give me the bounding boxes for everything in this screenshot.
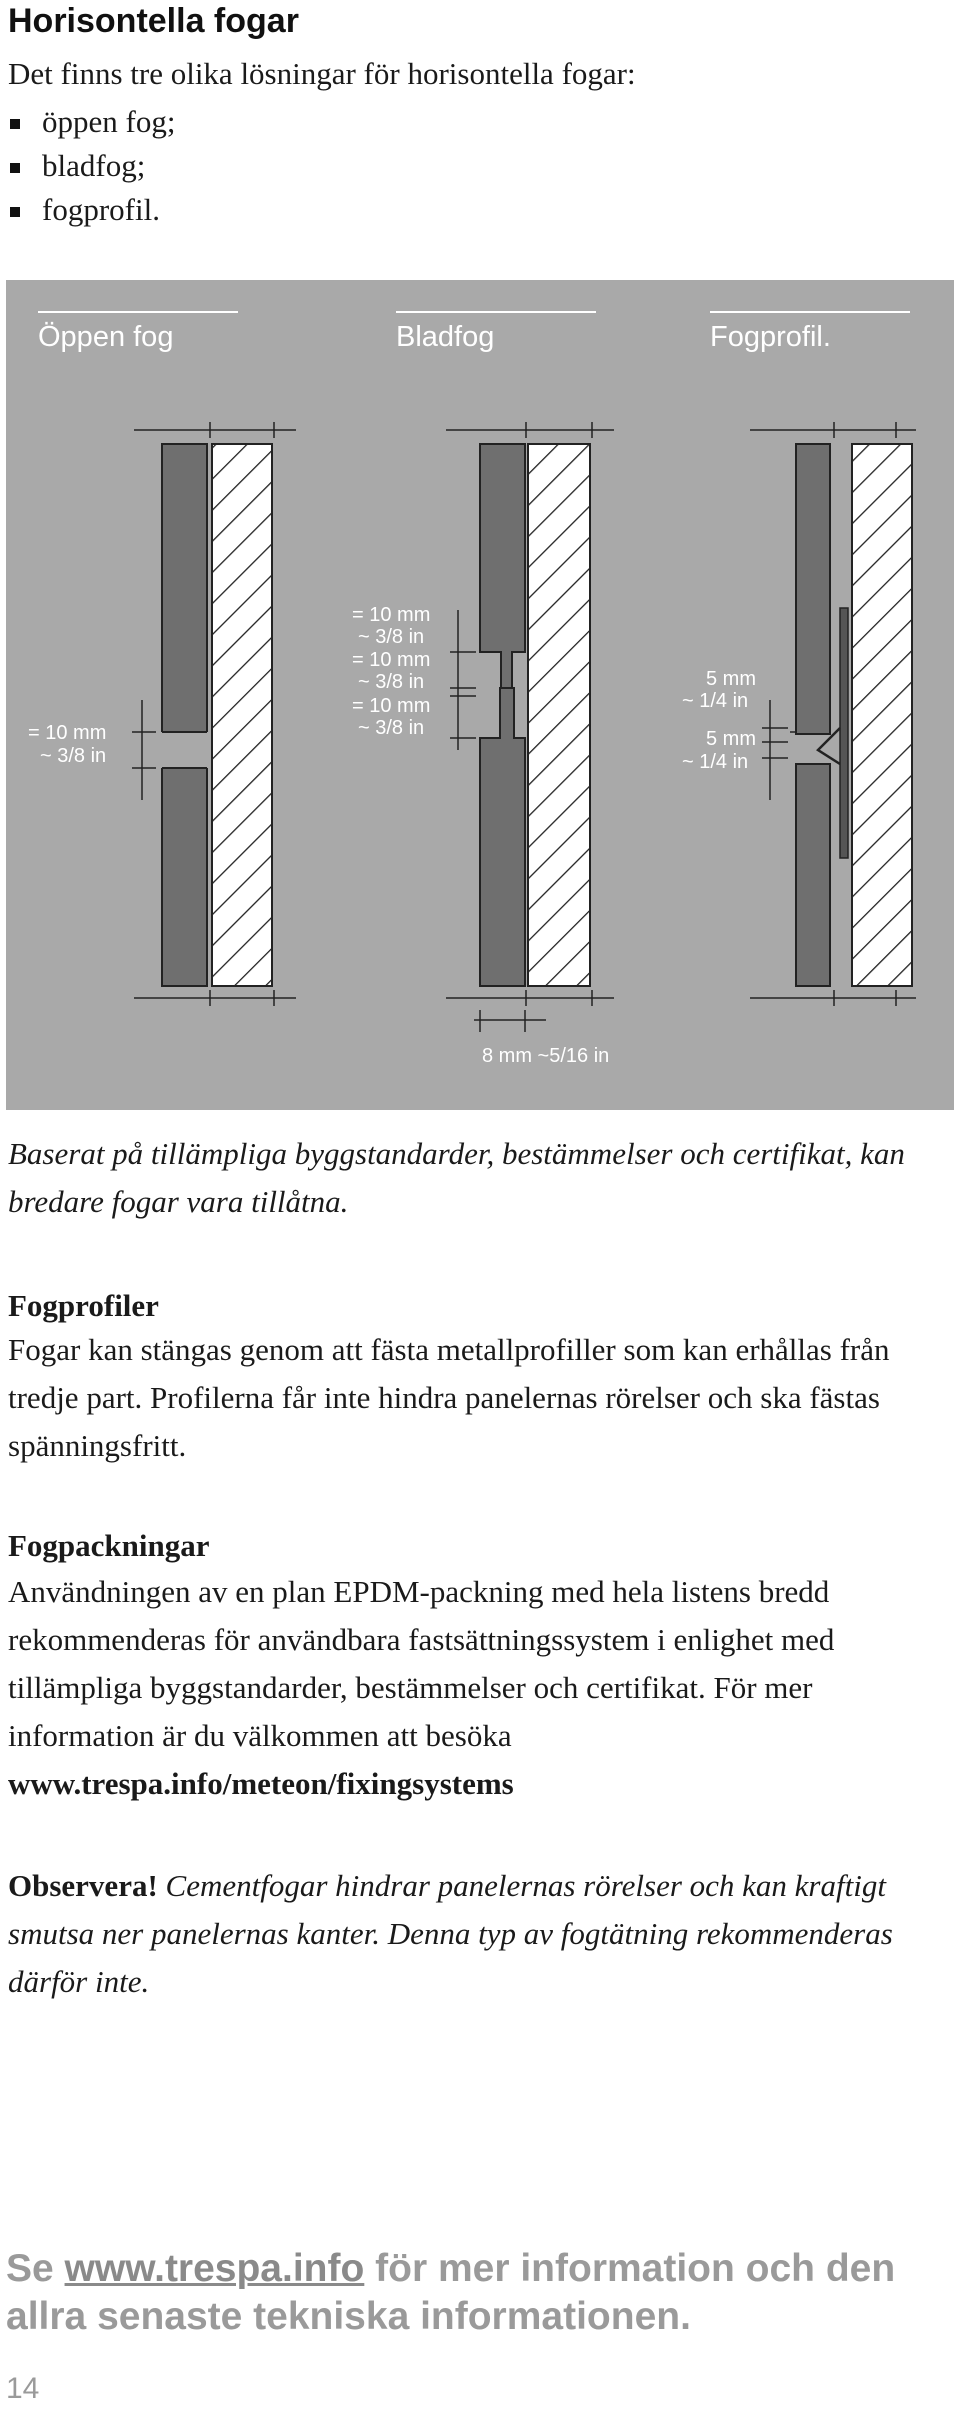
open-joint-dimension: ~ 3/8 in [40,745,107,767]
diagram-title-open-joint: Öppen fog [38,321,174,353]
substructure-profile [212,444,272,986]
footer-prefix: Se [6,2247,65,2290]
open-joint-section [28,422,296,1006]
blade-joint-dimension: ~ 3/8 in [358,671,425,693]
section-text-fogprofiler: Fogar kan stängas genom att fästa metallprofiller som kan erhållas från tredje part. Profilerna får inte hindra panelernas rörelser och ska fästas spänningsfritt. [8,1332,890,1463]
blade-joint-section [352,422,614,1067]
footer-cta [6,2245,960,2341]
joint-profile-dimension: 5 mm [706,668,756,690]
diagram-title-joint-profile: Fogprofil. [710,321,831,353]
blade-joint-dimension: = 10 mm [352,604,431,626]
lower-panel [480,688,525,986]
section-heading-fogprofiler: Fogprofiler [8,1288,159,1323]
footer-suffix: för mer information och den allra senaste tekniska informationen. [6,2247,896,2338]
joint-profile-dimension: ~ 1/4 in [682,751,749,773]
intro-text: Det finns tre olika lösningar för horisontella fogar: [8,56,636,91]
fixing-systems-link[interactable]: www.trespa.info/meteon/fixingsystems [8,1766,514,1801]
section-heading-fogpackningar: Fogpackningar [8,1528,210,1563]
page-number: 14 [6,2372,40,2405]
joint-diagram [6,280,954,1110]
joint-profile-section [682,422,916,1006]
panel-thickness-dimension: 8 mm ~5/16 in [482,1045,610,1067]
section-text-fogpackningar [8,1568,953,1808]
diagram-title-blade-joint: Bladfog [396,321,495,353]
list-item: öppen fog; [8,100,175,144]
diagram-caption: Baserat på tillämpliga byggstandarder, bestämmelser och certifikat, kan bredare fogar vara tillåtna. [8,1136,905,1219]
trespa-link[interactable]: www.trespa.info [64,2247,365,2290]
note-body: Cementfogar hindrar panelernas rörelser och kan kraftigt smutsa ner panelernas kanter. Denna typ av fogtätning rekommenderas därför inte. [8,1868,893,1999]
blade-joint-dimension: = 10 mm [352,649,431,671]
upper-panel [480,444,525,696]
lower-panel [162,768,207,986]
blade-joint-dimension: = 10 mm [352,695,431,717]
open-joint-dimension: = 10 mm [28,722,107,744]
list-item: bladfog; [8,144,175,188]
substructure-profile [528,444,590,986]
joint-profile-dimension: ~ 1/4 in [682,690,749,712]
page-title: Horisontella fogar [8,2,299,40]
list-item: fogprofil. [8,188,175,232]
substructure-profile [852,444,912,986]
solution-list [8,100,175,232]
blade-joint-dimension: ~ 3/8 in [358,717,425,739]
blade-joint-dimension: ~ 3/8 in [358,626,425,648]
fogpackningar-body: Användningen av en plan EPDM-packning med hela listens bredd rekommenderas för användbara fastsättningssystem i enlighet med tillämpliga byggstandarder, bestämmelser och certifikat. För mer information är du välkommen att besöka [8,1574,835,1753]
note-label: Observera! [8,1868,158,1903]
joint-profile-flange [840,608,848,858]
note-paragraph [8,1862,953,2006]
lower-panel [796,764,830,986]
upper-panel [796,444,830,734]
joint-profile-dimension: 5 mm [706,728,756,750]
